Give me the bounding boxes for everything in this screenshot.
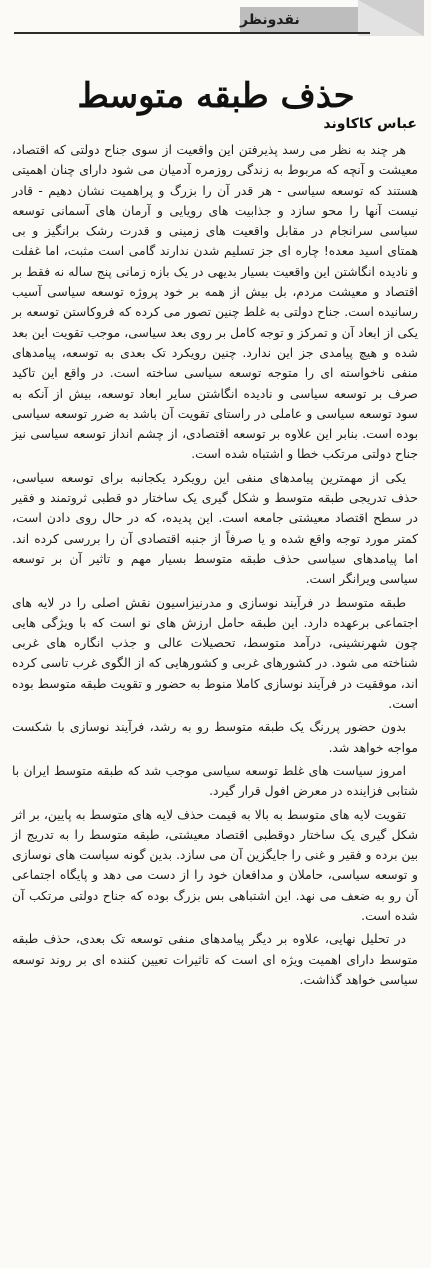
article-body — [12, 140, 418, 993]
paragraph: امروز سیاست های غلط توسعه سیاسی موجب شد که طبقه متوسط ایران با شتابی فزاینده در معرض افول قرار گیرد. — [12, 763, 418, 799]
section-label: نقدونظر — [240, 7, 358, 32]
paragraph: هر چند به نظر می رسد پذیرفتن این واقعیت از سوی جناح دولتی که اقتصاد، معیشت و آنچه که مربوط به زندگی روزمره آدمیان می شود دارای چنان اهمیتی هستند که توسعه سیاسی - هر قدر آن را بزرگ و پراهمیت نشان دهیم - قادر نیست آنها را محو سازد و جذابیت های رویایی و آرمان های آسمانی توسعه سیاسی سرانجام در مقابل واقعیت های زمینی و قدرت رشک برانگیز و بی همتای اسید معده! چاره ای جز تسلیم شدن ندارند گامی است مثبت، اما غفلت و نادیده انگاشتن این واقعیت بسیار بدیهی در یک بازه زمانی پنج ساله نه فقط بر اقتصاد و معیشت مردم، بل بیش از همه بر خود پروژه توسعه سیاسی آسیب رسانیده است. جناح دولتی به غلط چنین تصور می کرده که فروکاستن توسعه بر یکی از ابعاد آن و تمرکز و توجه کامل بر روی بعد سیاسی، موجب تقویت این بعد شده و هیچ پیامدی جز این ندارد. چنین رویکرد تک بعدی به توسعه، پیامدهای منفی ناخواسته ای را متوجه توسعه سیاسی ساخته است. در واقع این تاکید صرف بر توسعه سیاسی و نادیده انگاشتن سایر ابعاد توسعه، بیش از آنکه به سود توسعه سیاسی و عاملی در راستای تقویت آن باشد به ضرر توسعه سیاسی بوده است. بنابر این علاوه بر توسعه اقتصادی، از چشم انداز توسعه سیاسی نیز جناح دولتی مرتکب خطا و اشتباه شده است. — [12, 143, 418, 462]
paragraph: طبقه متوسط در فرآیند نوسازی و مدرنیزاسیون نقش اصلی را در لایه های اجتماعی برعهده دارد. این طبقه حامل ارزش های نو است که با ویژگی هایی چون شهرنشینی، درآمد متوسط، تحصیلات عالی و جذب انگاره های غربی شناخته می شود. در کشورهای غربی و کشورهایی که از الگوی غرب تاسی کرده اند، موفقیت در فرآیند نوسازی کاملا منوط به حضور و تقویت طبقه متوسط بوده است. — [12, 595, 418, 712]
paragraph: در تحلیل نهایی، علاوه بر دیگر پیامدهای منفی توسعه تک بعدی، حذف طبقه متوسط دارای اهمیت ویژه ای است که تاثیرات تعیین کننده ای بر روند توسعه سیاسی خواهد گذاشت. — [12, 932, 418, 987]
paragraph: یکی از مهمترین پیامدهای منفی این رویکرد یکجانبه برای توسعه سیاسی، حذف تدریجی طبقه متوسط و شکل گیری یک ساختار دو قطبی ثروتمند و فقیر در سطح اقتصاد معیشتی جامعه است. این پدیده، که در حال روی دادن است، کمتر مورد توجه واقع شده و یا صرفاً از جنبه اقتصادی آن را بررسی کرده اند. اما پیامدهای سیاسی حذف طبقه متوسط بسیار مهم و تاثیر آن بر توسعه سیاسی ویرانگر است. — [12, 470, 418, 587]
author-byline: عباس کاکاوند — [323, 116, 417, 132]
paragraph: تقویت لایه های متوسط به بالا به قیمت حذف لایه های متوسط به پایین، بر اثر شکل گیری یک ساختار دوقطبی اقتصاد معیشتی، طبقه متوسط را به تدریج از بین برده و فقیر و غنی را جایگزین آن می سازد. بدین گونه سیاست های نوسازی و توسعه سیاسی، حاملان و مدافعان خود را از دست می دهد و پایگاه اجتماعی آن رو به ضعف می نهد. این اشتباهی بس بزرگ بوده که جناح دولتی مرتکب آن شده است. — [12, 807, 418, 923]
corner-fold — [358, 0, 424, 36]
section-rule — [14, 32, 370, 34]
article-title: حذف طبقه متوسط — [77, 75, 355, 116]
paragraph: بدون حضور پررنگ یک طبقه متوسط رو به رشد، فرآیند نوسازی با شکست مواجه خواهد شد. — [12, 720, 418, 755]
